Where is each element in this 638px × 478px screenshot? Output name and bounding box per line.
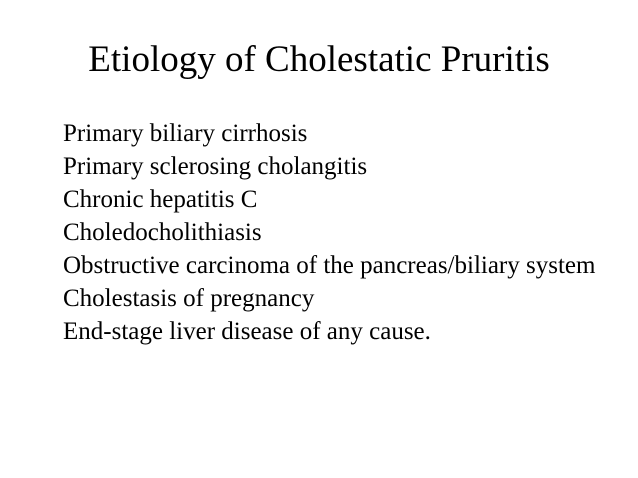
list-item: Chronic hepatitis C	[63, 186, 258, 213]
list-item: Choledocholithiasis	[63, 219, 262, 246]
etiology-list	[63, 117, 623, 348]
list-item: Obstructive carcinoma of the pancreas/biliary system	[63, 252, 596, 279]
slide-title: Etiology of Cholestatic Pruritis	[88, 39, 550, 80]
list-item: Cholestasis of pregnancy	[63, 285, 315, 312]
list-item: End-stage liver disease of any cause.	[63, 318, 431, 345]
list-item: Primary sclerosing cholangitis	[63, 153, 368, 180]
list-item: Primary biliary cirrhosis	[63, 120, 308, 147]
